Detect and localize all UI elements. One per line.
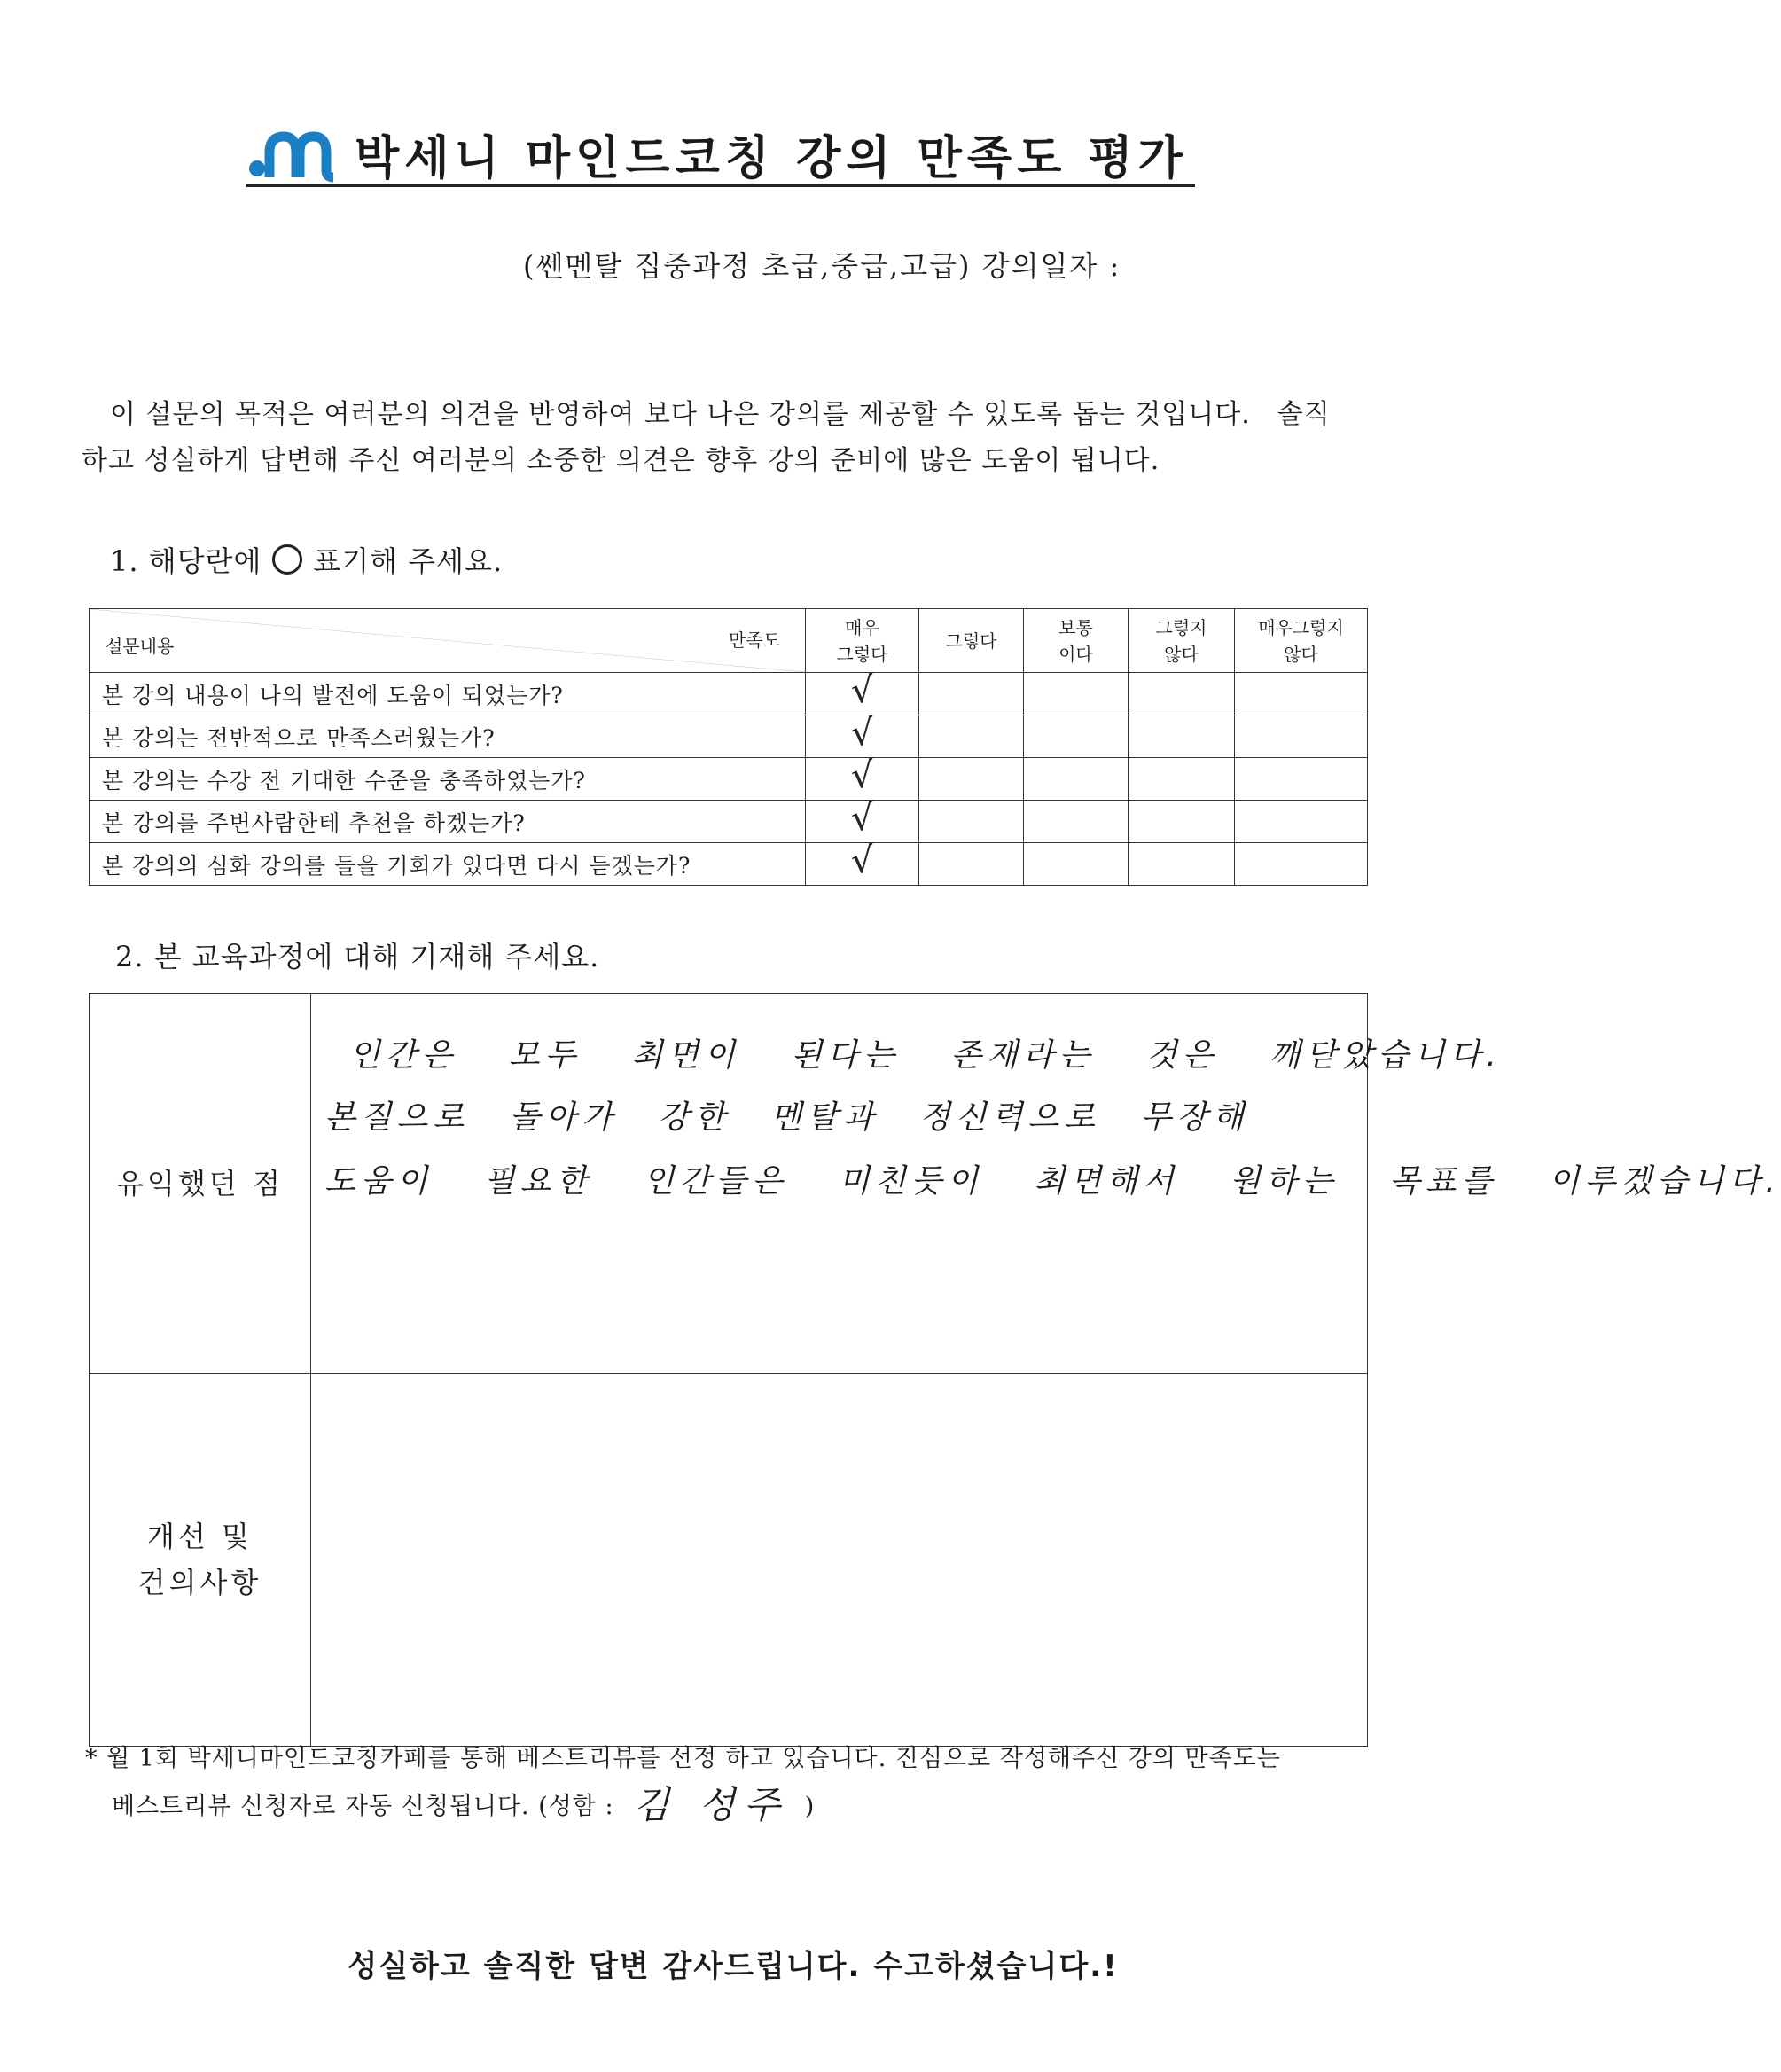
note-close: ) <box>804 1793 816 1820</box>
rating-cell-strongly-disagree[interactable] <box>1235 715 1368 758</box>
rating-cell-neutral[interactable] <box>1024 673 1129 715</box>
rating-cell-agree[interactable] <box>919 758 1024 801</box>
brand-logo-icon <box>246 126 335 181</box>
check-mark-icon: √ <box>849 754 875 797</box>
question-text: 본 강의는 전반적으로 만족스러웠는가? <box>90 715 806 758</box>
rating-cell-disagree[interactable] <box>1129 843 1235 886</box>
rating-cell-agree[interactable] <box>919 843 1024 886</box>
rating-cell-strongly-disagree[interactable] <box>1235 801 1368 843</box>
useful-points-label: 유익했던 점 <box>90 994 311 1374</box>
rating-cell-strongly-disagree[interactable] <box>1235 673 1368 715</box>
rating-cell-strongly-agree[interactable] <box>806 754 919 801</box>
rating-cell-disagree[interactable] <box>1129 673 1235 715</box>
rating-cell-strongly-disagree[interactable] <box>1235 758 1368 801</box>
rating-cell-neutral[interactable] <box>1024 715 1129 758</box>
rating-cell-disagree[interactable] <box>1129 758 1235 801</box>
rating-cell-agree[interactable] <box>919 801 1024 843</box>
rating-cell-strongly-disagree[interactable] <box>1235 843 1368 886</box>
question-text: 본 강의의 심화 강의를 들을 기회가 있다면 다시 듣겠는가? <box>90 843 806 886</box>
intro-line-2: 하고 성실하게 답변해 주신 여러분의 소중한 의견은 향후 강의 준비에 많은 도움이 됩니다. <box>82 445 1160 476</box>
intro-line-1: 이 설문의 목적은 여러분의 의견을 반영하여 보다 나은 강의를 제공할 수 있도록 돕는 것입니다. <box>110 399 1251 430</box>
rating-row-2 <box>90 715 1368 758</box>
section-1-prefix: 1. 해당란에 <box>110 544 262 578</box>
question-text: 본 강의를 주변사람한테 추천을 하겠는가? <box>90 801 806 843</box>
section-1-suffix: 표기해 주세요. <box>313 544 504 578</box>
suggestions-answer[interactable] <box>311 1373 1368 1747</box>
rating-table <box>89 608 1368 886</box>
rating-cell-neutral[interactable] <box>1024 801 1129 843</box>
rating-cell-agree[interactable] <box>919 673 1024 715</box>
rating-cell-agree[interactable] <box>919 715 1024 758</box>
check-mark-icon: √ <box>849 839 875 882</box>
scale-header-disagree: 그렇지 않다 <box>1129 609 1235 673</box>
suggestions-label-line-2: 건의사항 <box>137 1566 262 1600</box>
rating-cell-strongly-agree[interactable] <box>806 839 919 886</box>
rating-header-corner <box>90 609 806 673</box>
title-bar <box>246 122 1195 187</box>
rating-cell-neutral[interactable] <box>1024 843 1129 886</box>
handwritten-line-3: 도움이 필요한 인간들은 미친듯이 최면해서 원하는 목표를 이루겠습니다. <box>324 1163 1781 1200</box>
question-text: 본 강의는 수강 전 기대한 수준을 충족하였는가? <box>90 758 806 801</box>
suggestions-row <box>90 1373 1368 1747</box>
rating-cell-disagree[interactable] <box>1129 801 1235 843</box>
question-text: 본 강의 내용이 나의 발전에 도움이 되었는가? <box>90 673 806 715</box>
circle-mark-icon <box>272 544 302 575</box>
check-mark-icon: √ <box>849 669 875 712</box>
section-2-heading: 2. 본 교육과정에 대해 기재해 주세요. <box>115 940 600 973</box>
suggestions-label <box>90 1373 311 1747</box>
course-subtitle: (쎈멘탈 집중과정 초급,중급,고급) 강의일자 : <box>523 249 1121 283</box>
scale-header-strongly-agree: 매우 그렇다 <box>806 609 919 673</box>
scale-header-neutral: 보통 이다 <box>1024 609 1129 673</box>
intro-line-1-tail: 솔직 <box>1277 399 1331 430</box>
rating-row-3 <box>90 758 1368 801</box>
intro-paragraph <box>82 392 1367 484</box>
page-title: 박세니 마인드코칭 강의 만족도 평가 <box>355 131 1188 185</box>
check-mark-icon: √ <box>849 796 875 840</box>
suggestions-label-line-1: 개선 및 <box>147 1520 253 1554</box>
satisfaction-label: 만족도 <box>729 629 780 651</box>
handwritten-line-2: 본질으로 돌아가 강한 멘탈과 정신력으로 무장해 <box>324 1099 1249 1136</box>
useful-points-answer[interactable] <box>311 994 1781 1374</box>
rating-cell-strongly-agree[interactable] <box>806 796 919 843</box>
comments-table <box>89 993 1781 1747</box>
note-line-1: * 월 1회 박세니마인드코칭카페를 통해 베스트리뷰를 선정 하고 있습니다. 진심으로 작성해주신 강의 만족도는 <box>85 1745 1281 1772</box>
signature: 김 성주 <box>633 1783 789 1826</box>
section-1-heading <box>110 539 503 580</box>
useful-points-row <box>90 994 1368 1374</box>
note-line-2: 베스트리뷰 신청자로 자동 신청됩니다. (성함 : <box>112 1793 614 1820</box>
rating-cell-strongly-agree[interactable] <box>806 669 919 715</box>
rating-cell-strongly-agree[interactable] <box>806 711 919 758</box>
rating-row-4 <box>90 801 1368 843</box>
diagonal-divider <box>90 609 805 672</box>
check-mark-icon: √ <box>849 711 875 755</box>
rating-row-1 <box>90 673 1368 715</box>
scale-header-agree: 그렇다 <box>919 609 1024 673</box>
best-review-note <box>85 1736 1379 1830</box>
scale-header-strongly-disagree: 매우그렇지 않다 <box>1235 609 1368 673</box>
handwritten-line-1: 인간은 모두 최면이 된다는 존재라는 것은 깨닫았습니다. <box>349 1037 1502 1074</box>
rating-cell-disagree[interactable] <box>1129 715 1235 758</box>
rating-cell-neutral[interactable] <box>1024 758 1129 801</box>
rating-header-row <box>90 609 1368 673</box>
rating-row-5 <box>90 843 1368 886</box>
closing-message: 성실하고 솔직한 답변 감사드립니다. 수고하셨습니다.! <box>348 1949 1119 1984</box>
survey-content-label: 설문내용 <box>105 636 175 657</box>
